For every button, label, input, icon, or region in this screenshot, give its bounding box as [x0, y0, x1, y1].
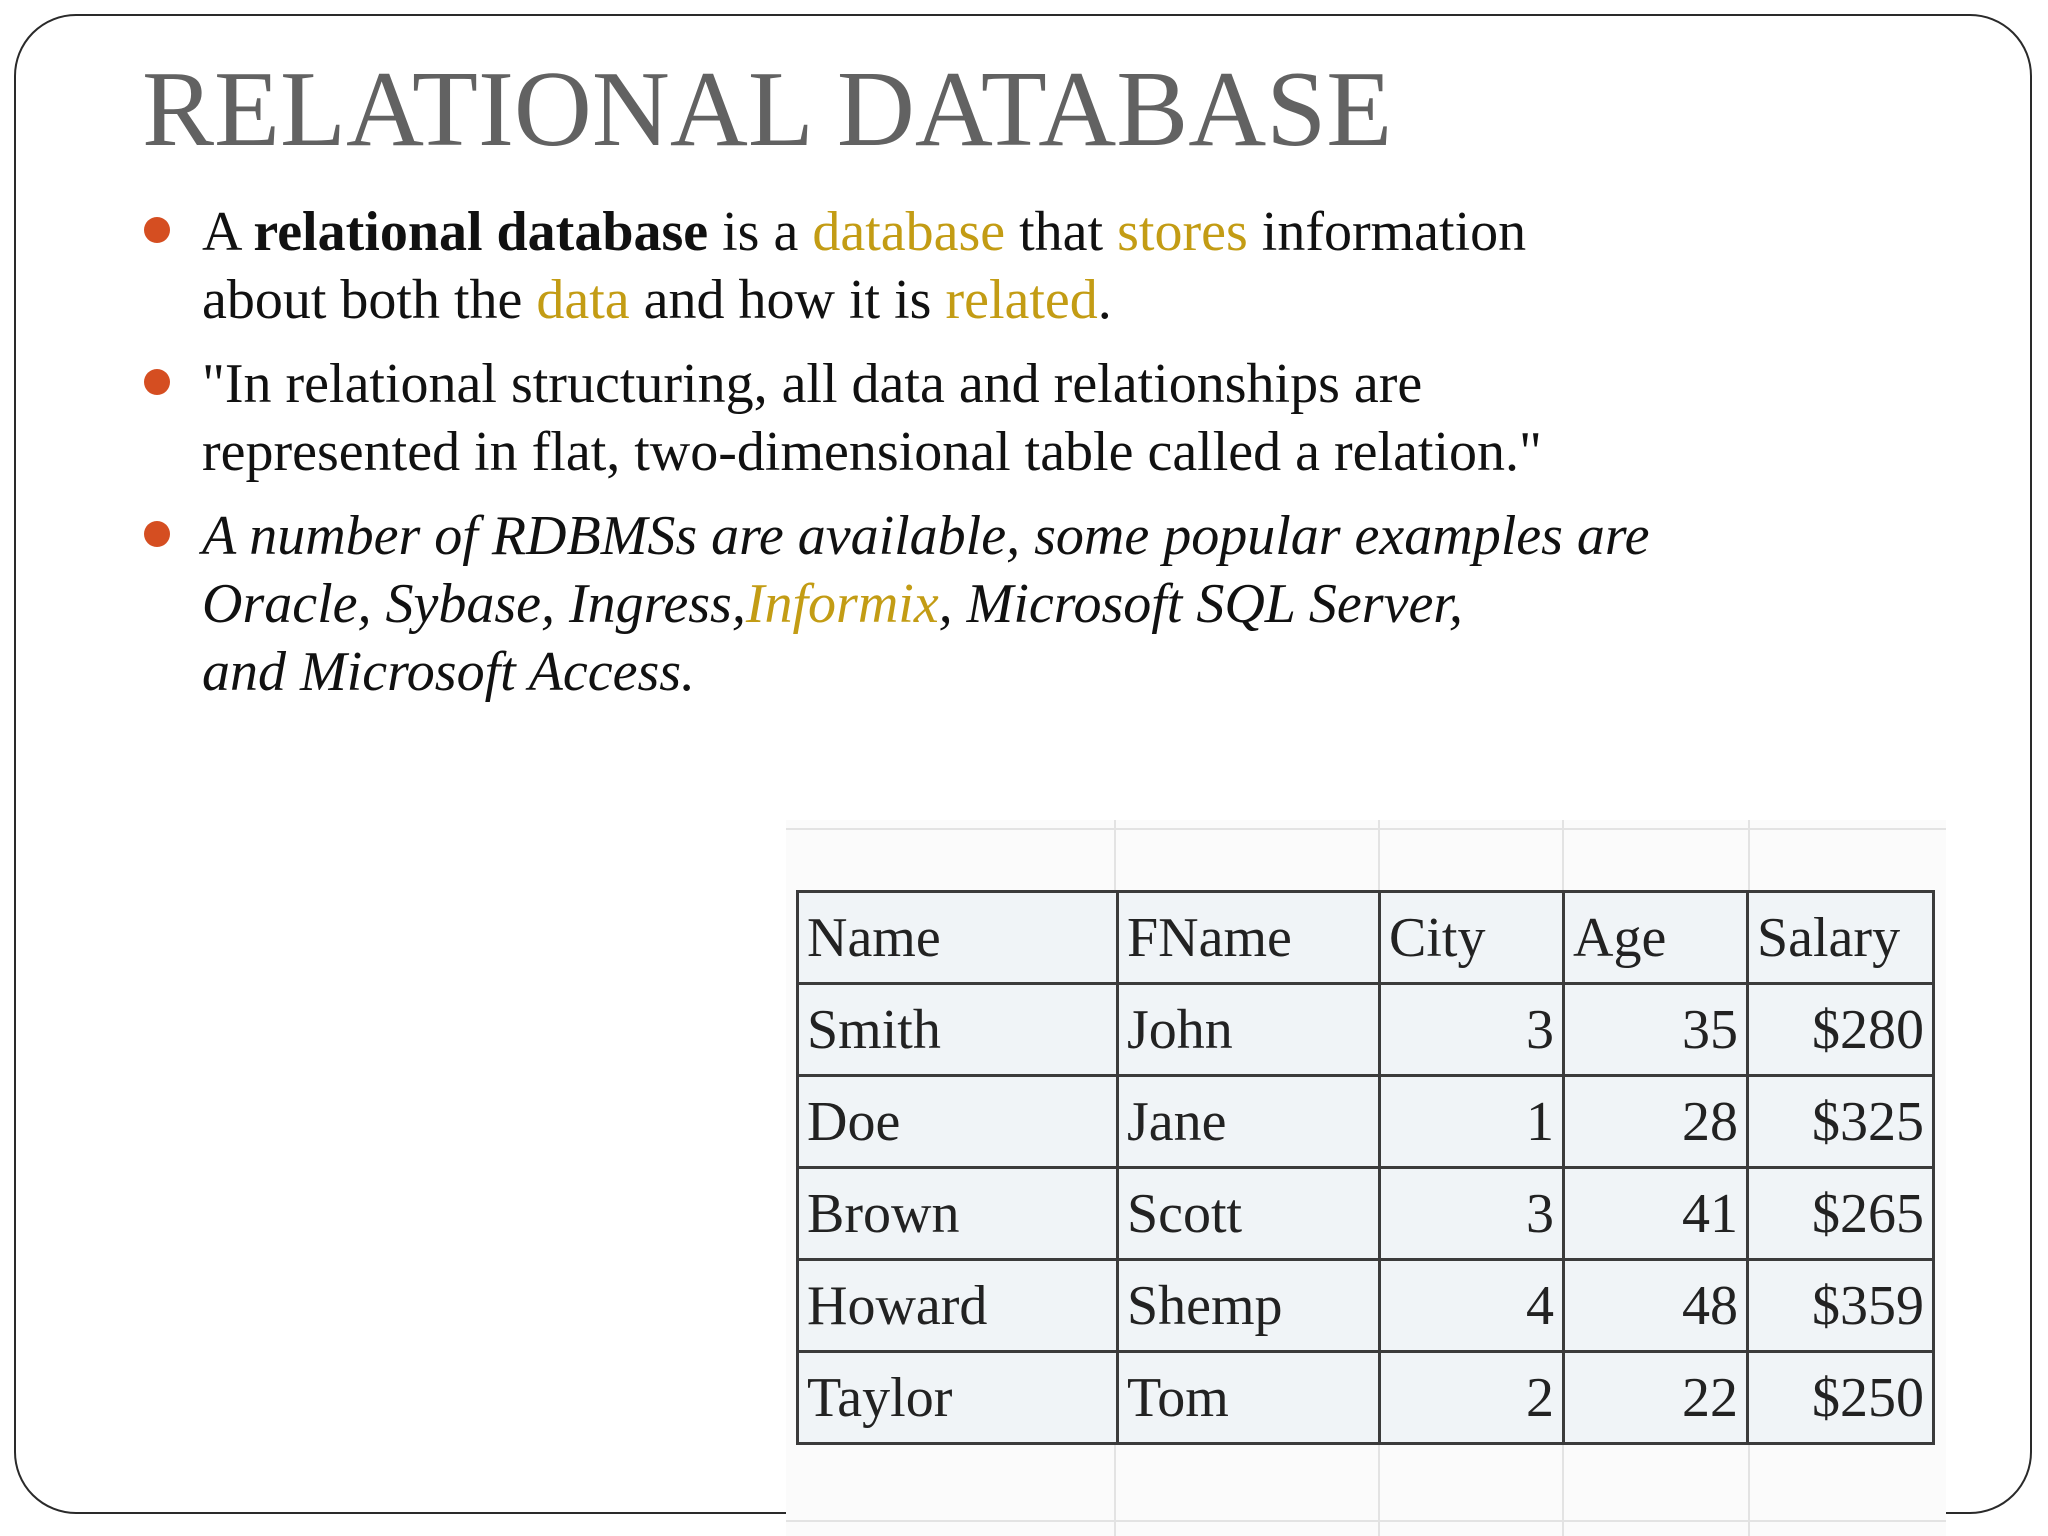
employee-table	[796, 890, 1935, 1445]
link-stores[interactable]: stores	[1117, 201, 1248, 263]
cell-name: Smith	[798, 984, 1118, 1076]
cell-age: 35	[1564, 984, 1748, 1076]
bullet-line	[202, 266, 1962, 334]
text-span: Oracle, Sybase, Ingress,	[202, 573, 746, 635]
cell-salary: $359	[1748, 1260, 1934, 1352]
cell-age: 41	[1564, 1168, 1748, 1260]
cell-name: Brown	[798, 1168, 1118, 1260]
link-related[interactable]: related	[945, 269, 1098, 331]
text-span: is a	[708, 201, 813, 263]
link-informix[interactable]: Informix	[745, 573, 939, 635]
text-span: information	[1247, 201, 1527, 263]
grid-line	[786, 828, 1946, 830]
column-header-city: City	[1380, 892, 1564, 984]
table-row	[798, 1076, 1934, 1168]
bullet-line: represented in flat, two-dimensional table called a relation."	[202, 421, 1542, 483]
cell-city: 3	[1380, 1168, 1564, 1260]
table-row	[798, 1260, 1934, 1352]
text-span: and how it is	[629, 269, 946, 331]
link-data[interactable]: data	[536, 269, 630, 331]
text-span: , Microsoft SQL Server,	[938, 573, 1463, 635]
bullet-definition	[142, 198, 1962, 334]
slide-title: RELATIONAL DATABASE	[142, 50, 1393, 169]
bullet-dot-icon	[144, 217, 170, 243]
cell-fname: Jane	[1118, 1076, 1380, 1168]
column-header-age: Age	[1564, 892, 1748, 984]
column-header-name: Name	[798, 892, 1118, 984]
cell-salary: $250	[1748, 1352, 1934, 1444]
cell-age: 22	[1564, 1352, 1748, 1444]
cell-fname: Tom	[1118, 1352, 1380, 1444]
bullet-rdbms-examples	[142, 502, 1962, 706]
link-database[interactable]: database	[812, 201, 1006, 263]
cell-fname: Scott	[1118, 1168, 1380, 1260]
cell-city: 1	[1380, 1076, 1564, 1168]
bullet-quote	[142, 350, 1962, 486]
table-row	[798, 1352, 1934, 1444]
cell-salary: $280	[1748, 984, 1934, 1076]
bold-term: relational database	[253, 201, 709, 263]
bullet-line: and Microsoft Access.	[202, 641, 696, 703]
cell-age: 48	[1564, 1260, 1748, 1352]
bullet-line	[202, 570, 1962, 638]
grid-line	[786, 1520, 1946, 1522]
cell-salary: $325	[1748, 1076, 1934, 1168]
cell-fname: Shemp	[1118, 1260, 1380, 1352]
bullet-line: "In relational structuring, all data and relationships are	[202, 353, 1423, 415]
table-row	[798, 984, 1934, 1076]
bullet-line: A number of RDBMSs are available, some popular examples are	[202, 505, 1650, 567]
cell-name: Taylor	[798, 1352, 1118, 1444]
bullet-list	[142, 198, 1962, 722]
cell-city: 3	[1380, 984, 1564, 1076]
cell-name: Howard	[798, 1260, 1118, 1352]
bullet-line	[202, 198, 1962, 266]
cell-fname: John	[1118, 984, 1380, 1076]
text-span: .	[1097, 269, 1112, 331]
table-image	[786, 820, 1946, 1536]
cell-name: Doe	[798, 1076, 1118, 1168]
table-header-row	[798, 892, 1934, 984]
table-row	[798, 1168, 1934, 1260]
cell-salary: $265	[1748, 1168, 1934, 1260]
text-span: that	[1005, 201, 1118, 263]
cell-city: 4	[1380, 1260, 1564, 1352]
column-header-fname: FName	[1118, 892, 1380, 984]
bullet-dot-icon	[144, 521, 170, 547]
column-header-salary: Salary	[1748, 892, 1934, 984]
bullet-dot-icon	[144, 369, 170, 395]
text-span: A	[202, 201, 254, 263]
cell-age: 28	[1564, 1076, 1748, 1168]
cell-city: 2	[1380, 1352, 1564, 1444]
text-span: about both the	[202, 269, 537, 331]
